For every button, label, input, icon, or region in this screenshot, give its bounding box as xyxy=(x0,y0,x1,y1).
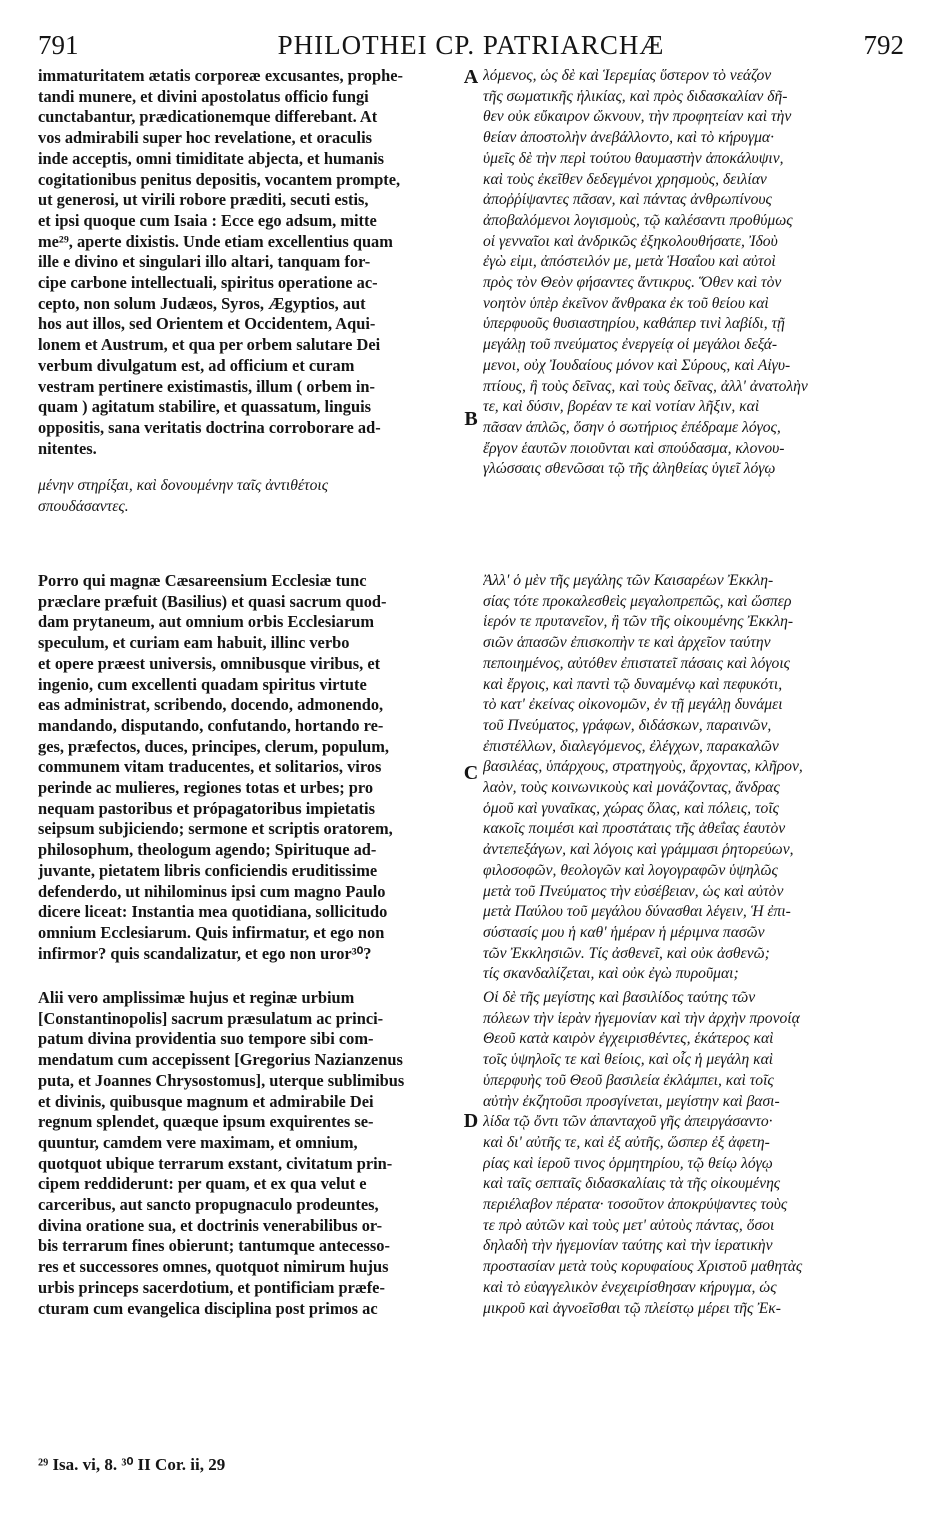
latin-text-line: defenderdo, ut nihilominus ipsi cum magno Paulo xyxy=(38,881,386,901)
page-number-left: 791 xyxy=(38,30,79,60)
greek-text-line: μετὰ Παύλου τοῦ μεγάλου δύνασθαι λέγειν, Ἡ ἐπι- xyxy=(483,903,791,921)
greek-text-line: φιλοσοφῶν, θεολογῶν καὶ λογογραφῶν ὑψηλῶς xyxy=(483,861,778,879)
greek-paragraph-1 xyxy=(483,66,907,480)
latin-text-line: cogitationibus penitus depositis, vocantem prompte, xyxy=(38,169,401,189)
latin-text-line: ges, præfectos, duces, principes, clerum, populum, xyxy=(38,736,390,756)
latin-text-line: cturam cum evangelica disciplina post primos ac xyxy=(38,1298,378,1318)
latin-text-line: quam ) agitatum stabilire, et quassatum, linguis xyxy=(38,397,372,417)
latin-text-line: cunctabantur, prædicationemque differebant. At xyxy=(38,107,378,127)
latin-text-line: me²⁹, aperte dixistis. Unde etiam excellentius quam xyxy=(38,231,393,251)
greek-text-line: ὑμεῖς δὲ τὴν περὶ τούτου θαυμαστὴν ἀποκάλυψιν, xyxy=(483,149,784,167)
greek-text-line: ἀποβαλόμενοι λογισμοὺς, τῷ καλέσαντι προθύμως xyxy=(483,211,793,229)
greek-text-line: Οἱ δὲ τῆς μεγίστης καὶ βασιλίδος ταύτης τῶν xyxy=(483,989,756,1006)
greek-text-line: μενοι, οὐχ Ἰουδαίους μόνον καὶ Σύρους, καὶ Αἰγυ- xyxy=(483,356,791,374)
latin-text-line: cipem reddiderunt: per quam, et ex qua velut e xyxy=(38,1174,367,1194)
latin-text-line: omnium Ecclesiarum. Quis infirmatur, et ego non xyxy=(38,922,385,942)
latin-text-line: vos admirabili super hoc revelatione, et oraculis xyxy=(38,128,373,148)
latin-column-greek-tail xyxy=(38,476,458,517)
greek-text-line: λαὸν, τοὺς κοινωνικοὺς καὶ μονάζοντας, ἄνδρας xyxy=(483,779,780,797)
footnotes: ²⁹ Isa. vi, 8. ³⁰ II Cor. ii, 29 xyxy=(38,1455,226,1474)
greek-text-line: ὑπερφυοῦς θυσιαστηρίου, καθάπερ τινὶ λαβίδι, τῇ xyxy=(483,315,785,333)
greek-text-line: ἐπιστέλλων, διαλεγόμενος, ἐλέγχων, παρακαλῶν xyxy=(483,737,779,755)
page-number-right: 792 xyxy=(863,30,904,60)
latin-text-line: vestram pertinere existimastis, illum ( orbem in- xyxy=(38,376,376,396)
latin-text-line: tandi munere, et divini apostolatus officio fungi xyxy=(38,86,369,106)
greek-text-line: σίας τότε προκαλεσθεὶς μεγαλοπρεπῶς, καὶ ὥσπερ xyxy=(483,592,792,610)
greek-text-line: μένην στηρίξαι, καὶ δονουμένην ταῖς ἀντιθέτοις xyxy=(38,477,329,494)
latin-text-line: verbum divulgatum est, ad officium et curam xyxy=(38,355,355,375)
greek-text-line: πᾶσαν ἁπλῶς, ὅσην ὁ σωτήριος ἐπέδραμε λόγος, xyxy=(483,418,781,436)
greek-text-line: καὶ δι' αὐτῆς τε, καὶ ἐξ αὐτῆς, ὥσπερ ἐξ ἀφετη- xyxy=(483,1133,770,1151)
latin-paragraph-2 xyxy=(38,571,458,964)
latin-text-line: res et successores omnes, quotquot nimirum hujus xyxy=(38,1257,389,1277)
greek-text-line: ὁμοῦ καὶ γυναῖκας, χώρας ὅλας, καὶ πόλεις, τοῖς xyxy=(483,799,779,817)
greek-text-line: τοῖς ὑψηλοῖς τε καὶ θείοις, καὶ οἷς ἡ μεγάλη καὶ xyxy=(483,1051,774,1069)
greek-text-line: ἀντεπεξάγων, καὶ λόγοις καὶ γράμμασι ῥητορεύων, xyxy=(483,841,794,859)
greek-text-line: καὶ τὸ εὐαγγελικὸν ἐνεχειρίσθησαν κήρυγμα, ὡς xyxy=(483,1278,777,1296)
latin-text-line: eas administrat, scribendo, docendo, admonendo, xyxy=(38,695,384,715)
greek-text-line: κακοῖς ποιμέσι καὶ προστάταις τῆς ἀθεΐας ἑαυτὸν xyxy=(483,820,786,838)
greek-text-line: ἔργον ἑαυτῶν ποιοῦνται καὶ σπούδασμα, κλονου- xyxy=(483,439,785,457)
greek-text-line: λόμενος, ὡς δὲ καὶ Ἱερεμίας ὕστερον τὸ νεάζον xyxy=(483,67,772,84)
latin-text-line: cepto, non solum Judæos, Syros, Ægyptios, aut xyxy=(38,293,366,313)
running-title: PHILOTHEI CP. PATRIARCHÆ xyxy=(277,30,665,60)
greek-text-line: τῆς σωματικῆς ἡλικίας, καὶ πρὸς διδασκαλίαν δῆ- xyxy=(483,87,788,105)
latin-paragraph-1 xyxy=(38,66,458,459)
latin-text-line: mendatum cum accepissent [Gregorius Nazianzenus xyxy=(38,1050,403,1070)
latin-text-line: [Constantinopolis] sacrum præsulatum ac princi- xyxy=(38,1008,384,1028)
greek-text-line: ὑπερφυὴς τοῦ Θεοῦ βασιλεία ἐκλάμπει, καὶ τοῖς xyxy=(483,1071,774,1089)
latin-text-line: nequam pastoribus et própagatoribus impietatis xyxy=(38,798,375,818)
latin-text-line: dam prytaneum, aut omnium orbis Ecclesiarum xyxy=(38,612,375,632)
latin-text-line: præclare præfuit (Basilius) et quasi sacrum quod- xyxy=(38,591,387,611)
greek-text-line: λίδα τῷ ὄντι τῶν ἁπανταχοῦ γῆς ἀπειργάσαντο· xyxy=(483,1113,773,1131)
greek-text-line: πτίους, ἢ τοὺς δεῖνας, καὶ τοὺς δεῖνας, ἀλλ' ἀνατολὴν xyxy=(483,377,808,395)
greek-text-line: μετὰ τοῦ Πνεύματος τὴν εὐσέβειαν, ὡς καὶ αὐτὸν xyxy=(483,882,784,900)
greek-text-line: μικροῦ καὶ ἀγνοεῖσθαι τῷ πλείστῳ μέρει τῆς Ἐκ- xyxy=(483,1299,781,1317)
latin-text-line: philosophum, theologum agendo; Spirituque ad- xyxy=(38,840,377,860)
latin-text-line: bis terrarum fines obierunt; tantumque antecesso- xyxy=(38,1236,390,1256)
greek-text-line: ἀποῤῥίψαντες πᾶσαν, καὶ πάντας ἀνθρωπίνους xyxy=(483,191,772,209)
greek-text-line: προστασίαν μετὰ τοὺς κορυφαίους Χριστοῦ μαθητὰς xyxy=(483,1258,803,1276)
margin-marker-d: D xyxy=(463,1110,479,1132)
greek-text-line: τὸ κατ' ἐκείνας οἰκονομῶν, ἐν τῇ μεγάλῃ δυνάμει xyxy=(483,696,783,714)
latin-text-line: ut generosi, ut virili robore præditi, secuti estis, xyxy=(38,190,369,210)
greek-text-line: θεν οὐκ εὔκαιρον ὤκνουν, τὴν προφητείαν καὶ τὴν xyxy=(483,108,792,126)
margin-marker-c: C xyxy=(463,762,479,784)
greek-text-line: τε πρὸ αὐτῶν καὶ τοὺς μετ' αὐτοὺς πάντας, ὅσοι xyxy=(483,1216,775,1234)
greek-text-line: καὶ τοὺς ἐκεῖθεν δεδεγμένοι χρησμοὺς, δειλίαν xyxy=(483,170,767,188)
greek-text-line: Θεοῦ κατὰ καιρὸν ἐγχειρισθέντες, ἑκάτερος καὶ xyxy=(483,1030,774,1048)
latin-text-line: carceribus, aut sancto propugnaculo prodeuntes, xyxy=(38,1195,379,1215)
latin-text-line: et ipsi quoque cum Isaia : Ecce ego adsum, mitte xyxy=(38,210,377,230)
greek-text-line: τῶν Ἐκκλησιῶν. Τίς ἀσθενεῖ, καὶ οὐκ ἀσθενῶ; xyxy=(483,944,770,962)
greek-text-line: τοῦ Πνεύματος, γράφων, διδάσκων, παραινῶν, xyxy=(483,716,772,734)
greek-text-line: πεποιημένος, αὐτόθεν ἐπιστατεῖ πάσαις καὶ λόγοις xyxy=(483,654,790,672)
latin-text-line: regnum splendet, quæque ipsum exquirentes se- xyxy=(38,1112,374,1132)
greek-text-line: θείαν ἀποστολὴν ἀνεβάλλοντο, καὶ τὸ κήρυγμα· xyxy=(483,129,775,147)
greek-paragraph-2 xyxy=(483,571,907,985)
greek-text-line: Ἀλλ' ὁ μὲν τῆς μεγάλης τῶν Καισαρέων Ἐκκλη- xyxy=(483,572,774,589)
greek-text-line: ρίας καὶ ἱεροῦ τινος ὁρμητηρίου, τῷ θείῳ λόγῳ xyxy=(483,1154,773,1172)
latin-text-line: quotquot ubique terrarum exstant, civitatum prin- xyxy=(38,1153,393,1173)
greek-text-line: αὐτὴν ἐκζητοῦσι προσγίνεται, μεγίστην καὶ βασι- xyxy=(483,1092,780,1110)
greek-text-line: δηλαδὴ τὴν ἡγεμονίαν ταύτης καὶ τὴν ἱερατικὴν xyxy=(483,1237,773,1255)
greek-text-line: καὶ ταῖς σεπταῖς διδασκαλίαις τὰ τῆς οἰκουμένης xyxy=(483,1175,781,1193)
latin-text-line: oppositis, sana veritatis doctrina corroborare ad- xyxy=(38,417,381,437)
latin-text-line: et opere præest universis, omnibusque viribus, et xyxy=(38,653,381,673)
greek-text-line: πόλεων τὴν ἱερὰν ἡγεμονίαν καὶ τὴν ἀρχὴν προνοίᾳ xyxy=(483,1009,800,1027)
latin-text-line: ingenio, cum excellenti quadam spiritus virtute xyxy=(38,674,367,694)
latin-text-line: quuntur, camdem vere maximam, et omnium, xyxy=(38,1132,358,1152)
greek-text-line: σύστασίς μου ἡ καθ' ἡμέραν ἡ μέριμνα πασῶν xyxy=(483,923,765,941)
latin-text-line: seipsum subjiciendo; sermone et scriptis oratorem, xyxy=(38,819,393,839)
greek-paragraph-3 xyxy=(483,988,907,1319)
greek-text-line: πρὸς τὸν Θεὸν φήσαντες ἄντικρυς. Ὅθεν καὶ τὸν xyxy=(483,274,782,292)
page-header xyxy=(38,28,904,62)
greek-text-line: τίς σκανδαλίζεται, καὶ οὐκ ἐγὼ πυροῦμαι; xyxy=(483,965,739,983)
latin-text-line: speculum, et curiam eam habuit, illinc verbo xyxy=(38,633,350,653)
greek-text-line: ἱερόν τε πρυτανεῖον, ἢ τῶν τῆς οἰκουμένης Ἐκκλη- xyxy=(483,613,794,631)
latin-text-line: hos aut illos, sed Orientem et Occidentem, Aqui- xyxy=(38,314,376,334)
latin-text-line: nitentes. xyxy=(38,438,97,458)
greek-text-line: καὶ ἔργοις, καὶ παντὶ τῷ δυναμένῳ καὶ πεφυκότι, xyxy=(483,675,783,693)
latin-text-line: et divinis, quibusque magnum et admirabile Dei xyxy=(38,1091,374,1111)
latin-text-line: cipe carbone intellectuali, spiritus operatione ac- xyxy=(38,273,378,293)
latin-text-line: inde acceptis, omni timiditate abjecta, et humanis xyxy=(38,148,384,168)
greek-text-line: βασιλέας, ὑπάρχους, στρατηγοὺς, ἄρχοντας, κλῆρον, xyxy=(483,758,803,776)
latin-text-line: immaturitatem ætatis corporeæ excusantes, prophe- xyxy=(38,66,403,85)
greek-text-line: σιῶν ἁπασῶν ἐπισκοπὴν τε καὶ ἀρχεῖον ταύτην xyxy=(483,634,771,652)
latin-paragraph-3 xyxy=(38,988,458,1319)
greek-text-line: ἐγὼ εἰμι, ἀπόστειλόν με, μετὰ Ἡσαΐου καὶ αὐτοὶ xyxy=(483,253,776,271)
latin-text-line: Porro qui magnæ Cæsareensium Ecclesiæ tunc xyxy=(38,571,367,590)
latin-text-line: ille e divino et singulari illo altari, tanquam for- xyxy=(38,252,371,272)
greek-text-line: περιέλαβον πέρατα· τοσοῦτον ἀποκρύψαντες τοὺς xyxy=(483,1196,788,1214)
greek-text-line: μεγάλῃ τοῦ πνεύματος ἐνεργείᾳ οἱ μεγάλοι δεξά- xyxy=(483,336,778,354)
latin-text-line: mandando, disputando, confutando, hortando re- xyxy=(38,715,384,735)
greek-text-line: οἱ γενναῖοι καὶ ἀνδρικῶς ἐξηκολουθήσατε, Ἰδοὺ xyxy=(483,232,778,250)
latin-text-line: divina oratione sua, et doctrinis venerabilibus or- xyxy=(38,1215,383,1235)
latin-text-line: patum divina providentia suo tempore sibi com- xyxy=(38,1029,374,1049)
margin-marker-b: B xyxy=(464,408,478,430)
greek-text-line: σπουδάσαντες. xyxy=(38,497,129,515)
latin-text-line: puta, et Joannes Chrysostomus], uterque sublimibus xyxy=(38,1070,405,1090)
latin-text-line: Alii vero amplissimæ hujus et reginæ urbium xyxy=(38,988,355,1007)
greek-text-line: νοητὸν ὑπὲρ ἐκεῖνον ἄνθρακα ἐκ τοῦ θείου καὶ xyxy=(483,294,769,312)
latin-text-line: dicere liceat: Instantia mea quotidiana, sollicitudo xyxy=(38,902,388,922)
latin-text-line: infirmor? quis scandalizatur, et ego non uror³⁰? xyxy=(38,943,372,963)
latin-text-line: lonem et Austrum, et qua per orbem salutare Dei xyxy=(38,335,381,355)
latin-text-line: juvante, pietatem libris conficiendis eruditissime xyxy=(38,860,378,880)
greek-text-line: τε, καὶ δύσιν, βορέαν τε καὶ νοτίαν λῆξιν, καὶ xyxy=(483,398,760,416)
latin-text-line: perinde ac mulieres, regiones totas et urbes; pro xyxy=(38,778,374,798)
margin-marker-a: A xyxy=(463,66,479,88)
latin-text-line: communem vitam traducentes, et solitarios, viros xyxy=(38,757,382,777)
greek-text-line: γλώσσαις σθενῶσαι τῷ τῆς ἀληθείας ὑγιεῖ λόγῳ xyxy=(483,460,776,478)
latin-text-line: urbis princeps sacerdotium, et pontificiam præfe- xyxy=(38,1277,385,1297)
